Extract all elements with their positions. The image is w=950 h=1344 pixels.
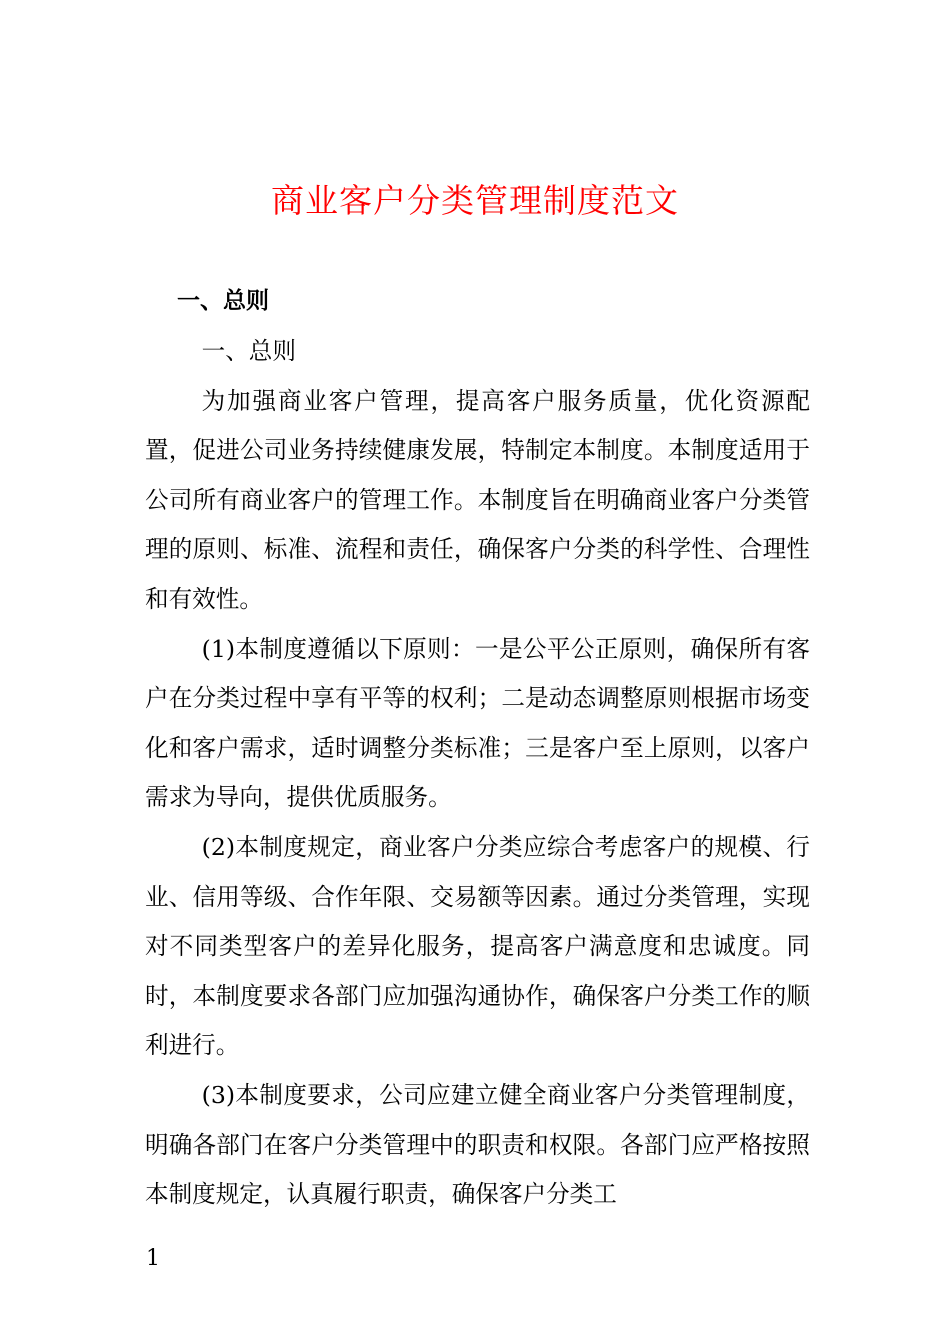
paragraph: (3)本制度要求，公司应建立健全商业客户分类管理制度，明确各部门在客户分类管理中的职责和权限。各部门应严格按照本制度规定，认真履行职责，确保客户分类工: [145, 1080, 810, 1209]
paragraph: 为加强商业客户管理，提高客户服务质量，优化资源配置，促进公司业务持续健康发展，特制定本制度。本制度适用于公司所有商业客户的管理工作。本制度旨在明确商业客户分类管理的原则、标准、流程和责任，确保客户分类的科学性、合理性和有效性。: [145, 386, 810, 613]
document-body: [145, 327, 810, 1220]
paragraph: (2)本制度规定，商业客户分类应综合考虑客户的规模、行业、信用等级、合作年限、交易额等因素。通过分类管理，实现对不同类型客户的差异化服务，提高客户满意度和忠诚度。同时，本制度要求各部门应加强沟通协作，确保客户分类工作的顺利进行。: [145, 832, 810, 1060]
section-heading: 一、总则: [177, 288, 269, 314]
page-number: 1: [146, 1246, 160, 1271]
paragraph: 一、总则: [201, 337, 296, 365]
paragraph: (1)本制度遵循以下原则：一是公平公正原则，确保所有客户在分类过程中享有平等的权利；二是动态调整原则根据市场变化和客户需求，适时调整分类标准；三是客户至上原则，以客户需求为导向，提供优质服务。: [145, 634, 810, 812]
document-title: 商业客户分类管理制度范文: [271, 181, 679, 220]
